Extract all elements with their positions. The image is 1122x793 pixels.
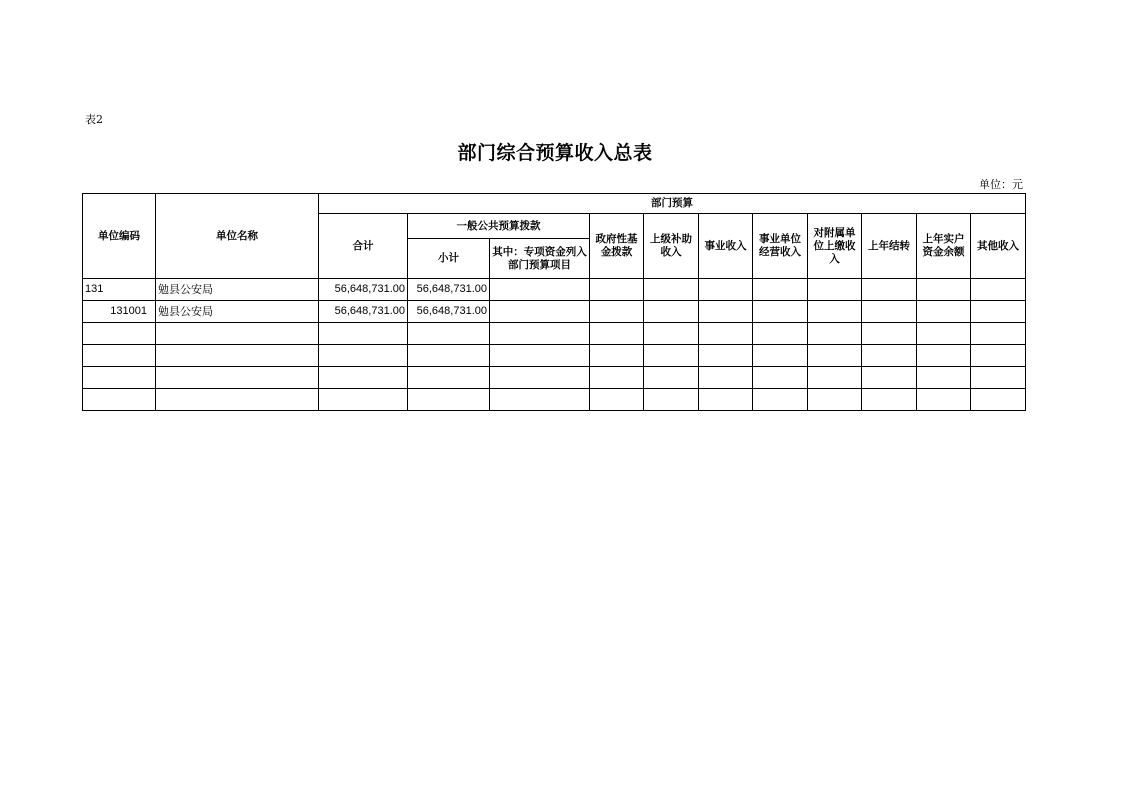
row-unit-code: 131 bbox=[83, 279, 156, 301]
empty-row bbox=[83, 323, 1026, 345]
row-unit-code: 131001 bbox=[83, 301, 156, 323]
header-subtotal: 小计 bbox=[408, 239, 490, 279]
row-unit-name: 勉县公安局 bbox=[156, 279, 319, 301]
empty-row bbox=[83, 345, 1026, 367]
header-business-operating: 事业单位经营收入 bbox=[753, 214, 808, 279]
header-superior-subsidy: 上级补助收入 bbox=[644, 214, 699, 279]
budget-income-table bbox=[82, 193, 1026, 411]
header-general-public: 一般公共预算拨款 bbox=[408, 214, 590, 239]
row-total: 56,648,731.00 bbox=[319, 301, 408, 323]
header-total: 合计 bbox=[319, 214, 408, 279]
table-row bbox=[83, 279, 1026, 301]
row-subtotal: 56,648,731.00 bbox=[408, 301, 490, 323]
empty-row bbox=[83, 367, 1026, 389]
header-prev-balance: 上年实户资金余额 bbox=[917, 214, 971, 279]
row-total: 56,648,731.00 bbox=[319, 279, 408, 301]
empty-row bbox=[83, 389, 1026, 411]
table-number: 表2 bbox=[85, 113, 103, 126]
header-other-income: 其他收入 bbox=[971, 214, 1026, 279]
table-row bbox=[83, 301, 1026, 323]
header-dept-budget: 部门预算 bbox=[319, 194, 1026, 214]
header-business-income: 事业收入 bbox=[699, 214, 753, 279]
row-subtotal: 56,648,731.00 bbox=[408, 279, 490, 301]
header-special-funds: 其中：专项资金列入部门预算项目 bbox=[490, 239, 590, 279]
unit-label: 单位：元 bbox=[979, 178, 1023, 191]
page-title: 部门综合预算收入总表 bbox=[457, 142, 653, 164]
row-unit-name: 勉县公安局 bbox=[156, 301, 319, 323]
header-gov-fund: 政府性基金拨款 bbox=[590, 214, 644, 279]
header-unit-name: 单位名称 bbox=[156, 194, 319, 279]
header-carryover: 上年结转 bbox=[862, 214, 917, 279]
header-affiliated-income: 对附属单位上缴收入 bbox=[808, 214, 862, 279]
header-unit-code: 单位编码 bbox=[83, 194, 156, 279]
